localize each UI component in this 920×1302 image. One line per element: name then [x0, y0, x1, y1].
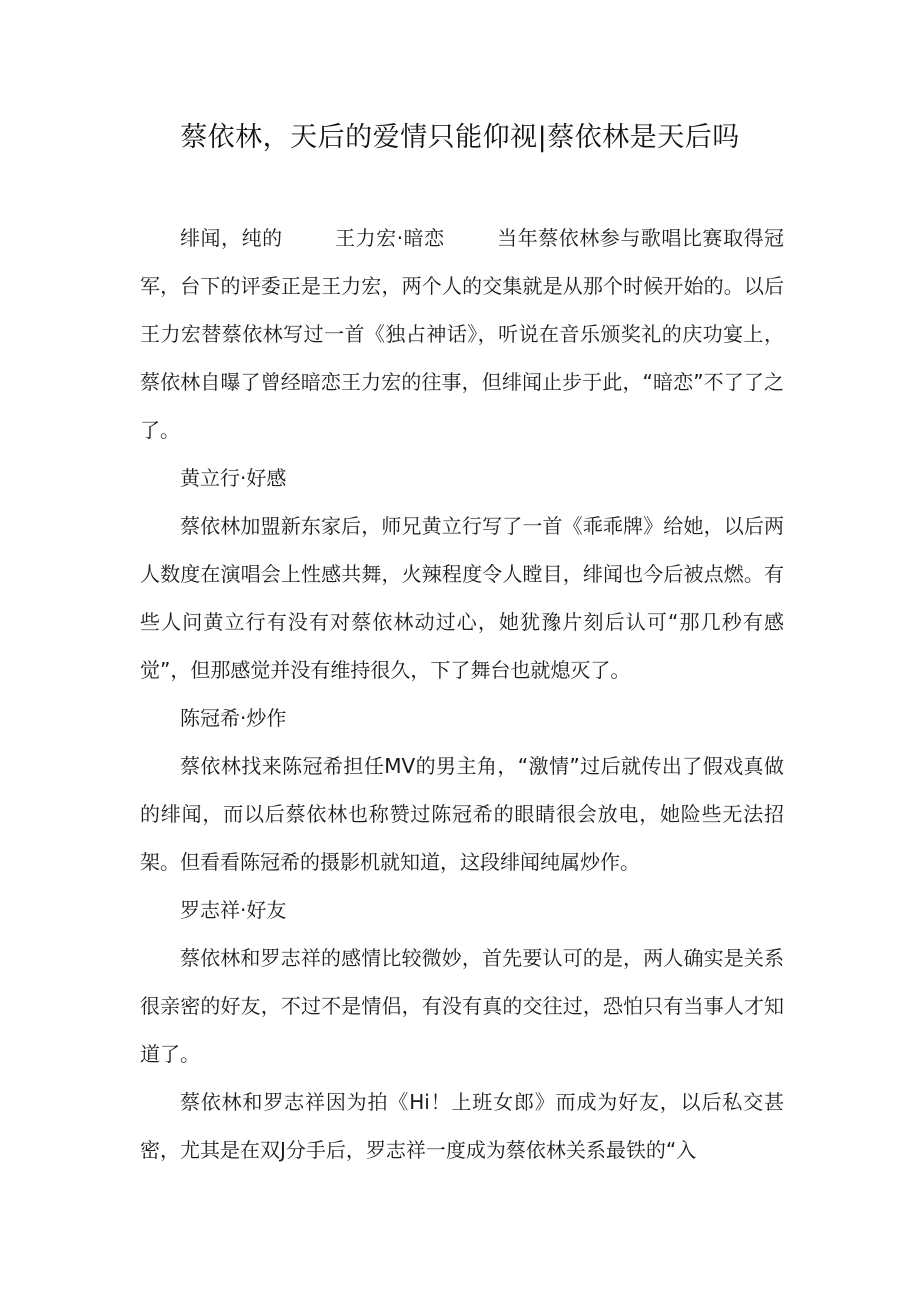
document-body [140, 214, 784, 1174]
intro-label: 绯闻，纯的 [180, 226, 283, 250]
document-title: 蔡依林，天后的爱情只能仰视|蔡依林是天后吗 [180, 122, 740, 153]
intro-paragraph [140, 214, 784, 454]
section-heading: 陈冠希·炒作 [180, 706, 287, 730]
paragraph: 蔡依林和罗志祥的感情比较微妙，首先要认可的是，两人确实是关系很亲密的好友，不过不是情侣，有没有真的交往过，恐怕只有当事人才知道了。 [140, 946, 784, 1066]
intro-text: 当年蔡依林参与歌唱比赛取得冠军，台下的评委正是王力宏，两个人的交集就是从那个时候开始的。以后王力宏替蔡依林写过一首《独占神话》，听说在音乐颁奖礼的庆功宴上，蔡依林自曝了曾经暗恋王力宏的往事，但绯闻止步于此，“暗恋”不了了之了。 [140, 226, 785, 442]
section-heading: 罗志祥·好友 [180, 898, 287, 922]
intro-subhead: 王力宏·暗恋 [334, 226, 445, 250]
paragraph: 蔡依林加盟新东家后，师兄黄立行写了一首《乖乖牌》给她，以后两人数度在演唱会上性感共舞，火辣程度令人瞠目，绯闻也今后被点燃。有些人问黄立行有没有对蔡依林动过心，她犹豫片刻后认可“那几秒有感觉”，但那感觉并没有维持很久，下了舞台也就熄灭了。 [140, 514, 784, 682]
paragraph: 蔡依林找来陈冠希担任MV的男主角，“激情”过后就传出了假戏真做的绯闻，而以后蔡依林也称赞过陈冠希的眼睛很会放电，她险些无法招架。但看看陈冠希的摄影机就知道，这段绯闻纯属炒作。 [140, 754, 784, 874]
section-heading: 黄立行·好感 [180, 466, 287, 490]
paragraph: 蔡依林和罗志祥因为拍《Hi！上班女郎》而成为好友，以后私交甚密，尤其是在双J分手后，罗志祥一度成为蔡依林关系最铁的“入 [140, 1090, 784, 1162]
